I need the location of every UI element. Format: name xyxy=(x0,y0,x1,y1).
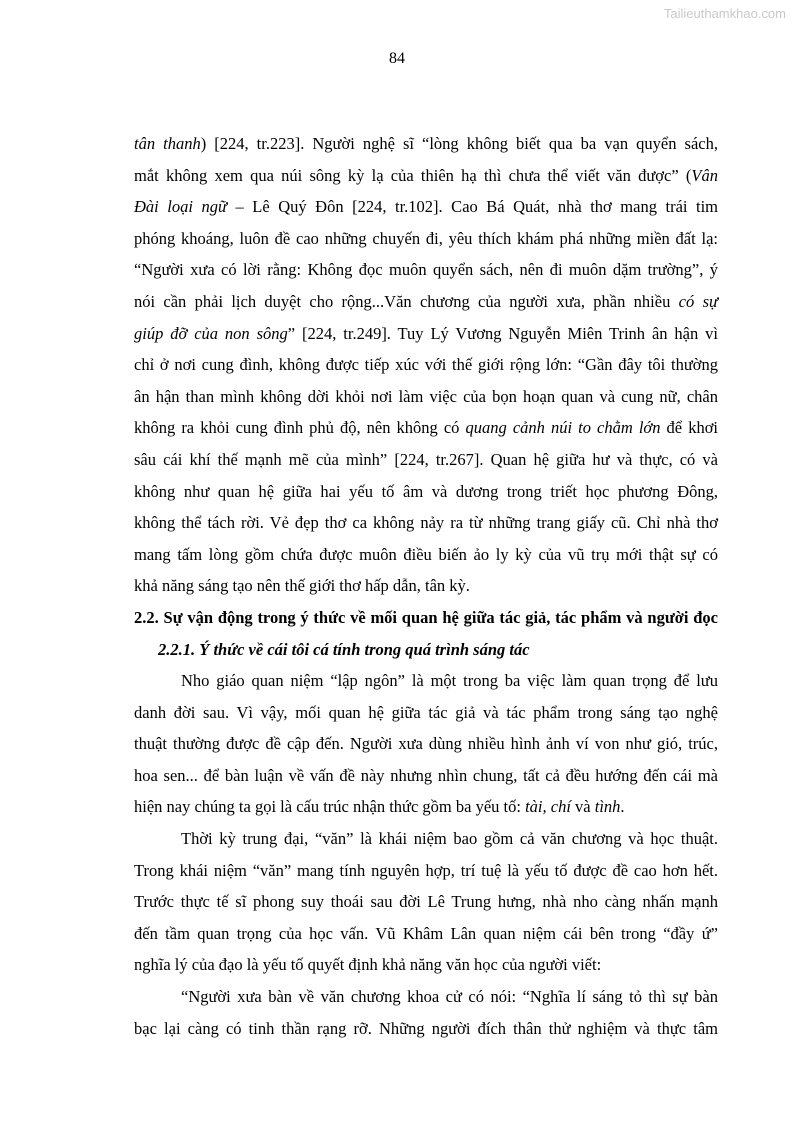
italic-text: Đài loại ngữ xyxy=(134,197,227,217)
text-line: “Người xưa bàn về văn chương khoa cử có nói: “Nghĩa lí sáng tỏ thì sự bàn xyxy=(181,987,718,1007)
text-line: bạc lại càng có tinh thần rạng rỡ. Những người đích thân thử nghiệm và thực tâm xyxy=(134,1018,718,1038)
text-run: mắt không xem qua núi sông kỳ lạ của thiên hạ thì chưa thể viết văn được” ( xyxy=(134,165,692,185)
watermark: Tailieuthamkhao.com xyxy=(663,6,786,21)
text-line: ân hận than mình không dời khỏi nơi làm việc của bọn hoạn quan và cung nữ, chân xyxy=(134,386,718,406)
paragraph-4 xyxy=(134,981,718,1044)
text-line: không thể tách rời. Vẻ đẹp thơ ca không nảy ra từ những trang giấy cũ. Chỉ nhà thơ xyxy=(134,513,718,533)
text-line: đến tầm quan trọng của học vấn. Vũ Khâm Lân quan niệm cái bên trong “đầy ứ” xyxy=(134,923,718,943)
text-line xyxy=(134,412,718,444)
paragraph-1 xyxy=(134,128,718,602)
text-line: khả năng sáng tạo nên thế giới thơ hấp dẫn, tân kỳ. xyxy=(134,576,470,596)
italic-text: tình xyxy=(594,797,621,817)
text-line: hoa sen... để bàn luận về vấn đề này nhưng nhìn chung, tất cả đều hướng đến cái mà xyxy=(134,765,718,785)
text-line: “Người xưa có lời rằng: Không đọc muôn quyển sách, nên đi muôn dặm trường”, ý xyxy=(134,260,718,280)
text-run: và xyxy=(570,797,595,817)
text-line xyxy=(134,191,718,223)
text-line: phóng khoáng, luôn đề cao những chuyến đi, yêu thích khám phá những miền đất lạ: xyxy=(134,228,718,248)
text-line: danh đời sau. Vì vậy, mối quan hệ giữa tác giả và tác phẩm trong sáng tạo nghệ xyxy=(134,702,718,722)
text-line: Trước thực tế sĩ phong suy thoái sau đời Lê Trung hưng, nhà nho càng nhấn mạnh xyxy=(134,892,718,912)
text-run: – Lê Quý Đôn [224, tr.102]. Cao Bá Quát, nhà thơ mang trái tim xyxy=(226,197,719,217)
document-body xyxy=(134,128,718,1044)
text-run: ) [224, tr.223]. Người nghệ sĩ “lòng không biết qua ba vạn quyển sách, xyxy=(200,134,718,153)
text-run: ” [224, tr.249]. Tuy Lý Vương Nguyễn Miên Trinh ân hận vì xyxy=(287,323,718,343)
text-run: nói cần phải lịch duyệt cho rộng...Văn chương của người xưa, phần nhiều xyxy=(134,291,679,311)
text-line: Thời kỳ trung đại, “văn” là khái niệm bao gồm cả văn chương và học thuật. xyxy=(181,829,718,849)
paragraph-3 xyxy=(134,823,718,981)
italic-text: tài, chí xyxy=(525,797,571,817)
text-run: hiện nay chúng ta gọi là cấu trúc nhận thức gồm ba yếu tố: xyxy=(134,797,526,817)
paragraph-2 xyxy=(134,665,718,823)
text-line: sâu cái khí thế mạnh mẽ của mình” [224, tr.267]. Quan hệ giữa hư và thực, có và xyxy=(134,449,718,469)
text-run: . xyxy=(620,797,625,817)
text-line xyxy=(134,318,718,350)
italic-text: Vân xyxy=(691,165,718,185)
text-line xyxy=(134,791,718,823)
text-line xyxy=(134,286,718,318)
italic-text: tân thanh xyxy=(134,134,201,153)
page-number: 84 xyxy=(389,50,405,67)
italic-text: giúp đỡ của non sông xyxy=(134,323,288,343)
italic-text: quang cảnh núi to chằm lớn xyxy=(465,418,661,438)
text-line: mang tấm lòng gồm chứa được muôn điều biến ảo ly kỳ của vũ trụ mới thật sự có xyxy=(134,544,718,564)
text-line: không như quan hệ giữa hai yếu tố âm và dương trong triết học phương Đông, xyxy=(134,481,718,501)
text-line: Nho giáo quan niệm “lập ngôn” là một trong ba việc làm quan trọng để lưu xyxy=(181,671,718,691)
text-run: để khơi xyxy=(660,418,719,438)
text-run: không ra khỏi cung đình phủ độ, nên không có xyxy=(134,418,466,438)
text-line: nghĩa lý của đạo là yếu tố quyết định khả năng văn học của người viết: xyxy=(134,955,602,975)
text-line: chỉ ở nơi cung đình, không được tiếp xúc với thế giới rộng lớn: “Gần đây tôi thường xyxy=(134,355,718,375)
text-line xyxy=(134,128,718,160)
text-line: Trong khái niệm “văn” mang tính nguyên hợp, trí tuệ là yếu tố được đề cao hơn hết. xyxy=(134,860,718,880)
italic-text: có sự xyxy=(678,291,718,311)
text-line xyxy=(134,160,718,192)
subsection-heading: 2.2.1. Ý thức về cái tôi cá tính trong quá trình sáng tác xyxy=(158,639,530,659)
text-line: thuật thường được đề cập đến. Người xưa dùng nhiều hình ảnh ví von như gió, trúc, xyxy=(134,734,718,754)
section-heading: 2.2. Sự vận động trong ý thức về mối quan hệ giữa tác giả, tác phẩm và người đọc xyxy=(134,607,718,627)
